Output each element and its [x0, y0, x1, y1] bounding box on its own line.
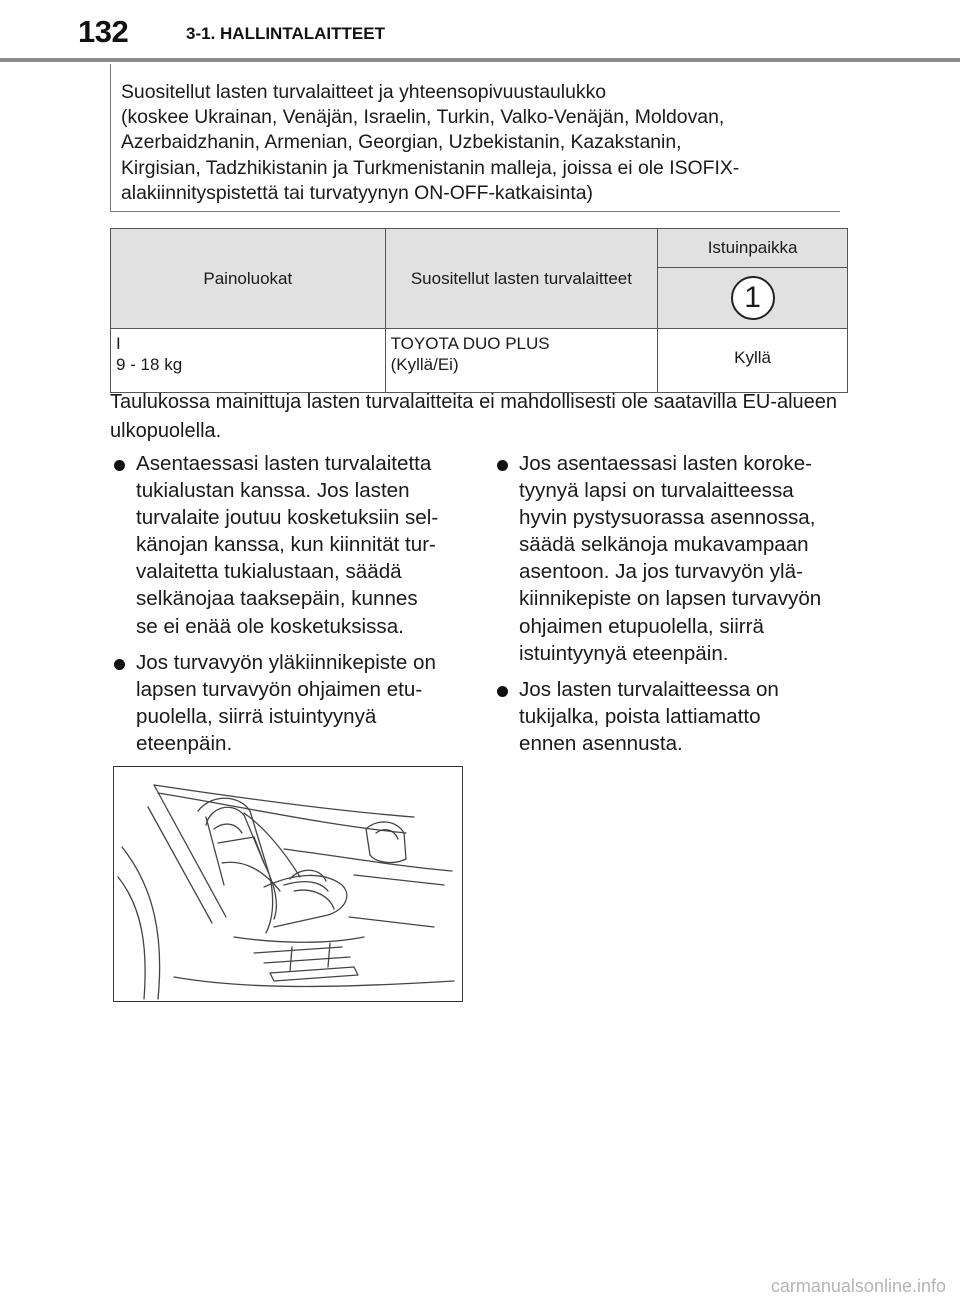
device-compat: (Kyllä/Ei) — [390, 355, 459, 374]
bullet-line: istuintyynyä eteenpäin. — [519, 641, 729, 665]
compatibility-table — [110, 228, 848, 393]
intro-line: Suositellut lasten turvalaitteet ja yhteensopivuustaulukko — [121, 81, 607, 103]
header-seat-number-cell — [658, 268, 848, 329]
bullet-line: Jos asentaessasi lasten koroke- — [519, 452, 813, 475]
bullet-line: Asentaessasi lasten turvalaitetta — [136, 452, 432, 475]
header-weight-class: Painoluokat — [111, 229, 386, 329]
bullet-text — [136, 450, 455, 640]
bullet-line: puolella, siirrä istuintyynyä — [136, 704, 377, 728]
watermark: carmanualsonline.info — [770, 1276, 946, 1296]
intro-line: Azerbaidzhanin, Armenian, Georgian, Uzbekistanin, Kazakstanin, — [121, 131, 682, 154]
seat-number-1-icon: 1 — [731, 276, 775, 320]
weight-class-cell — [111, 329, 386, 393]
bullet-line: ohjaimen etupuolella, siirrä — [519, 614, 764, 638]
bullet-item — [493, 676, 838, 757]
bullet-dot-icon — [114, 659, 125, 670]
bullet-text — [519, 450, 838, 667]
header-divider — [0, 58, 960, 62]
bullet-text — [519, 676, 838, 757]
weight-class-name: I — [116, 334, 121, 353]
child-seat-drawing-icon — [114, 767, 461, 1000]
page-number: 132 — [78, 14, 129, 49]
intro-box — [110, 64, 840, 212]
intro-line: Kirgisian, Tadzhikistanin ja Turkmenistanin malleja, joissa ei ole ISOFIX- — [121, 156, 740, 179]
header-seat-position: Istuinpaikka — [658, 229, 848, 268]
seat-1-suitability: Kyllä — [658, 329, 848, 393]
bullet-dot-icon — [114, 460, 125, 471]
bullet-item — [493, 450, 838, 667]
child-seat-illustration — [113, 766, 463, 1002]
bullet-line: tukijalka, poista lattiamatto — [519, 704, 761, 728]
bullet-line: eteenpäin. — [136, 731, 233, 755]
intro-heading — [121, 80, 831, 206]
bullet-line: tyynyä lapsi on turvalaitteessa — [519, 479, 794, 503]
bullet-line: tukialustan kanssa. Jos lasten — [136, 479, 410, 503]
device-name: TOYOTA DUO PLUS — [390, 334, 550, 353]
bullet-line: ennen asennusta. — [519, 731, 683, 755]
header-recommended-devices: Suositellut lasten turvalaitteet — [385, 229, 658, 329]
bullet-line: valaitetta tukialustaan, säädä — [136, 560, 402, 584]
bullet-line: kiinnikepiste on lapsen turvavyön — [519, 587, 822, 611]
bullet-line: Jos lasten turvalaitteessa on — [519, 677, 779, 701]
bullet-line: lapsen turvavyön ohjaimen etu- — [136, 677, 423, 701]
bullet-line: Jos turvavyön yläkiinnikepiste on — [136, 650, 436, 674]
bullet-line: säädä selkänoja mukavampaan — [519, 533, 809, 557]
bullet-line: selkänojaa taaksepäin, kunnes — [136, 587, 418, 611]
bullet-dot-icon — [497, 686, 508, 697]
bullet-column-right — [493, 450, 838, 766]
intro-line: (koskee Ukrainan, Venäjän, Israelin, Turkin, Valko-Venäjän, Moldovan, — [121, 106, 725, 129]
device-cell — [385, 329, 658, 393]
bullet-item — [110, 649, 455, 757]
bullet-column-left — [110, 450, 455, 766]
bullet-line: asentoon. Ja jos turvavyön ylä- — [519, 560, 803, 584]
bullet-line: se ei enää ole kosketuksissa. — [136, 614, 404, 638]
bullet-dot-icon — [497, 460, 508, 471]
bullet-text — [136, 649, 455, 757]
bullet-item — [110, 450, 455, 640]
availability-note: Taulukossa mainittuja lasten turvalaitteita ei mahdollisesti ole saatavilla EU-alueen ulkopuolella. — [110, 391, 838, 442]
bullet-line: känojan kanssa, kun kiinnität tur- — [136, 533, 436, 557]
page-header — [0, 0, 960, 64]
section-title: 3-1. HALLINTALAITTEET — [186, 24, 385, 43]
intro-line: alakiinnityspistettä tai turvatyynyn ON-OFF-katkaisinta) — [121, 181, 593, 204]
bullet-line: turvalaite joutuu kosketuksiin sel- — [136, 506, 439, 530]
weight-class-range: 9 - 18 kg — [116, 355, 183, 374]
table-row — [111, 329, 848, 393]
bullet-line: hyvin pystysuorassa asennossa, — [519, 506, 816, 530]
